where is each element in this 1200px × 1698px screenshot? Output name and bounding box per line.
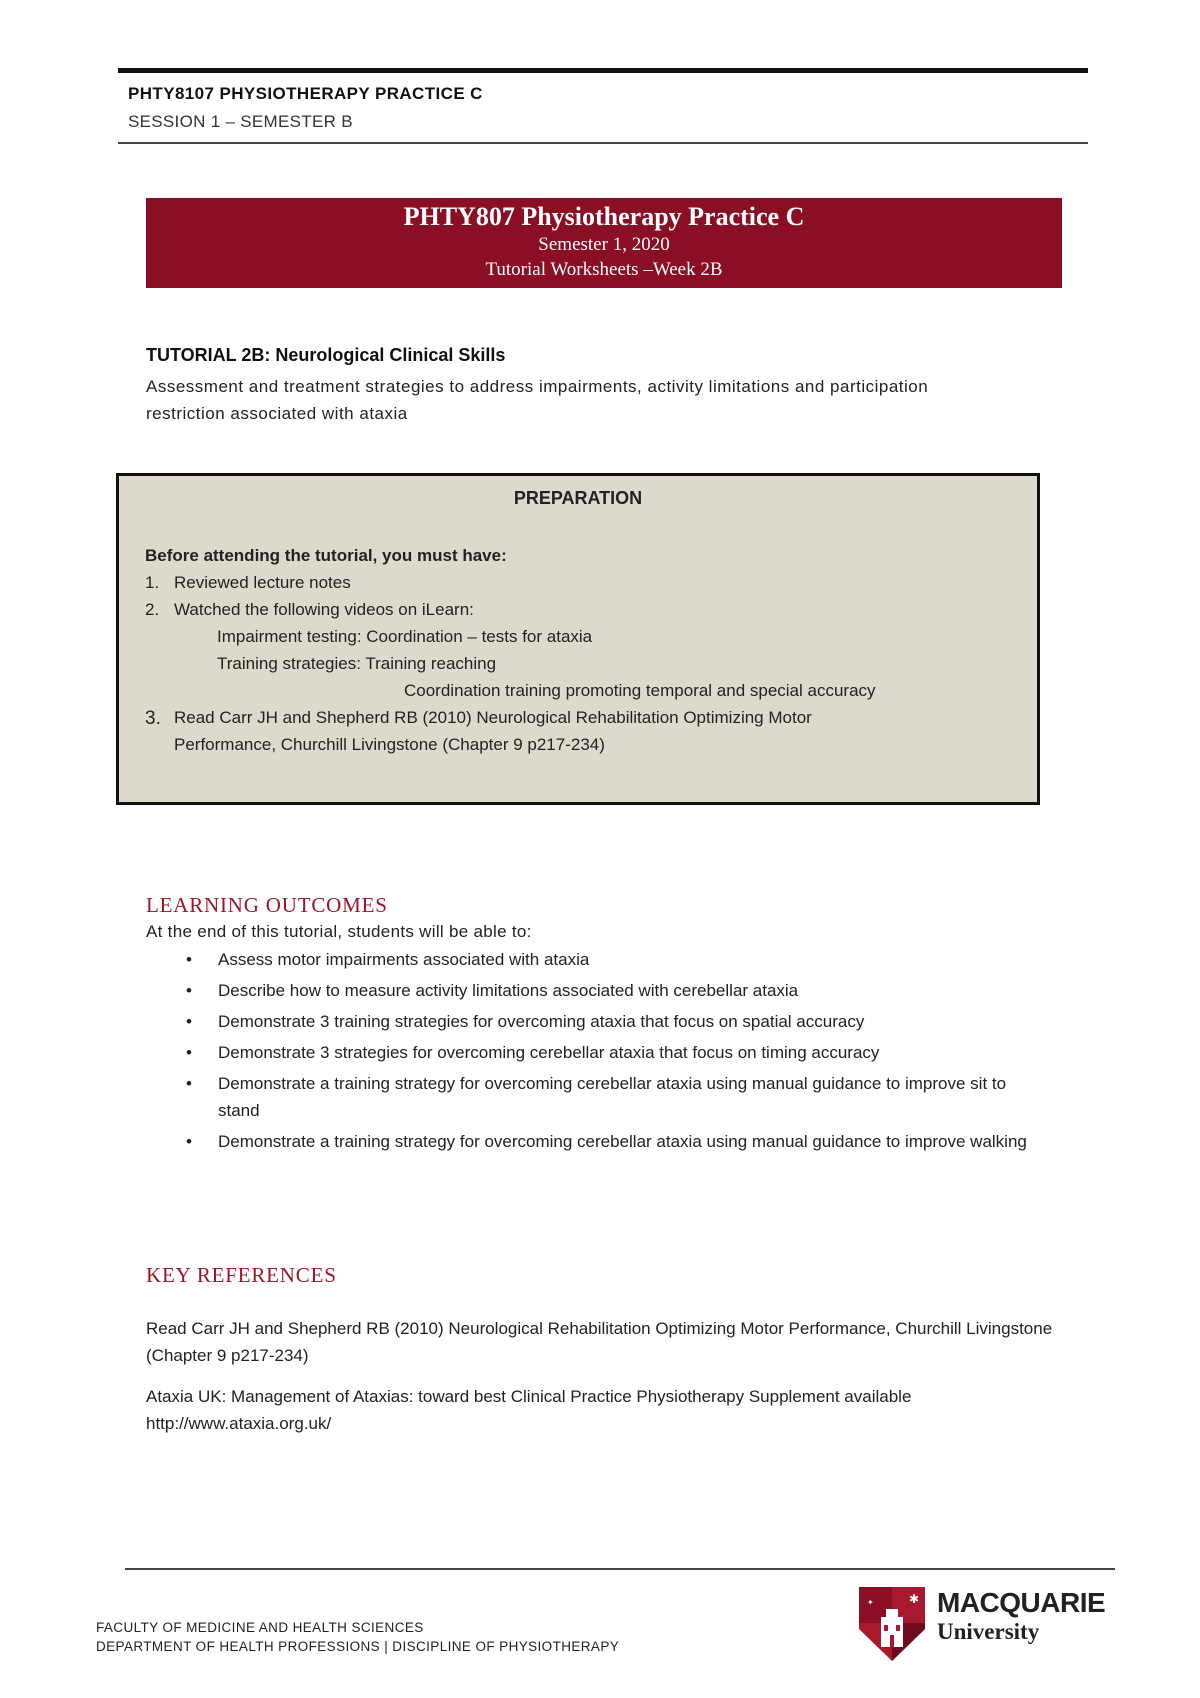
macquarie-logo	[853, 1583, 1106, 1663]
bullet-icon: •	[186, 1132, 192, 1151]
reference-carr-shepherd: Read Carr JH and Shepherd RB (2010) Neurological Rehabilitation Optimizing Motor Performance, Churchill Livingstone (Chapter 9 p217-234)	[146, 1319, 1053, 1365]
course-code-title: PHTY8107 PHYSIOTHERAPY PRACTICE C	[128, 84, 483, 103]
footer-faculty: FACULTY OF MEDICINE AND HEALTH SCIENCES	[96, 1620, 424, 1635]
learning-outcomes-intro: At the end of this tutorial, students will be able to:	[146, 922, 532, 941]
banner-worksheet: Tutorial Worksheets –Week 2B	[485, 259, 723, 280]
tutorial-description: Assessment and treatment strategies to address impairments, activity limitations and participation restriction associated with ataxia	[146, 377, 929, 423]
prep-item: Watched the following videos on iLearn:	[174, 600, 474, 619]
prep-item: Reviewed lecture notes	[174, 573, 351, 592]
preparation-intro: Before attending the tutorial, you must have:	[145, 546, 507, 565]
prep-item-number: 3.	[145, 708, 161, 729]
session-label: SESSION 1 – SEMESTER B	[128, 112, 353, 131]
macquarie-crest-icon	[853, 1583, 931, 1663]
svg-text:✦: ✦	[867, 1598, 874, 1607]
outcome-text: Demonstrate a training strategy for overcoming cerebellar ataxia using manual guidance to improve sit to stand	[218, 1074, 1007, 1120]
learning-outcomes-heading: LEARNING OUTCOMES	[146, 893, 388, 917]
header-top-rule	[118, 68, 1088, 73]
bullet-icon: •	[186, 1074, 192, 1093]
footer-department: DEPARTMENT OF HEALTH PROFESSIONS | DISCIPLINE OF PHYSIOTHERAPY	[96, 1639, 620, 1654]
outcome-text: Assess motor impairments associated with ataxia	[218, 950, 590, 969]
logo-wordmark: MACQUARIE	[937, 1587, 1106, 1618]
key-references-heading: KEY REFERENCES	[146, 1263, 337, 1287]
outcome-text: Demonstrate 3 training strategies for overcoming ataxia that focus on spatial accuracy	[218, 1012, 865, 1031]
list-item	[146, 1008, 1046, 1035]
bullet-icon: •	[186, 981, 192, 1000]
list-item	[146, 977, 1046, 1004]
prep-item: Read Carr JH and Shepherd RB (2010) Neurological Rehabilitation Optimizing Motor	[174, 708, 812, 727]
list-item	[146, 946, 1046, 973]
reference-url[interactable]: http://www.ataxia.org.uk/	[146, 1414, 332, 1433]
list-item	[146, 1128, 1046, 1155]
outcome-text: Demonstrate a training strategy for overcoming cerebellar ataxia using manual guidance to improve walking	[218, 1132, 1027, 1151]
banner-title: PHTY807 Physiotherapy Practice C	[403, 202, 805, 231]
list-item	[146, 1039, 1046, 1066]
bullet-icon: •	[186, 1012, 192, 1031]
prep-video-item: Training strategies: Training reaching	[217, 654, 497, 673]
banner-semester: Semester 1, 2020	[538, 234, 670, 255]
prep-item-number: 1.	[145, 573, 160, 592]
preparation-box	[116, 473, 1040, 805]
bullet-icon: •	[186, 1043, 192, 1062]
preparation-heading: PREPARATION	[513, 488, 643, 508]
svg-text:✱: ✱	[909, 1592, 920, 1606]
prep-video-item: Impairment testing: Coordination – tests for ataxia	[217, 627, 593, 646]
reference-ataxia-uk: Ataxia UK: Management of Ataxias: toward best Clinical Practice Physiotherapy Supplement available	[146, 1387, 912, 1406]
prep-item-number: 2.	[145, 600, 160, 619]
footer-rule	[125, 1568, 1115, 1570]
header-bottom-rule	[118, 142, 1088, 144]
bullet-icon: •	[186, 950, 192, 969]
outcome-text: Demonstrate 3 strategies for overcoming cerebellar ataxia that focus on timing accuracy	[218, 1043, 880, 1062]
learning-outcomes-list	[146, 946, 1046, 1159]
list-item	[146, 1070, 1046, 1124]
prep-video-item: Coordination training promoting temporal and special accuracy	[404, 681, 876, 700]
title-banner	[146, 198, 1062, 288]
outcome-text: Describe how to measure activity limitations associated with cerebellar ataxia	[218, 981, 799, 1000]
prep-item-continuation: Performance, Churchill Livingstone (Chapter 9 p217-234)	[174, 735, 605, 754]
tutorial-title: TUTORIAL 2B: Neurological Clinical Skills	[146, 345, 506, 365]
logo-subtitle: University	[937, 1619, 1040, 1644]
